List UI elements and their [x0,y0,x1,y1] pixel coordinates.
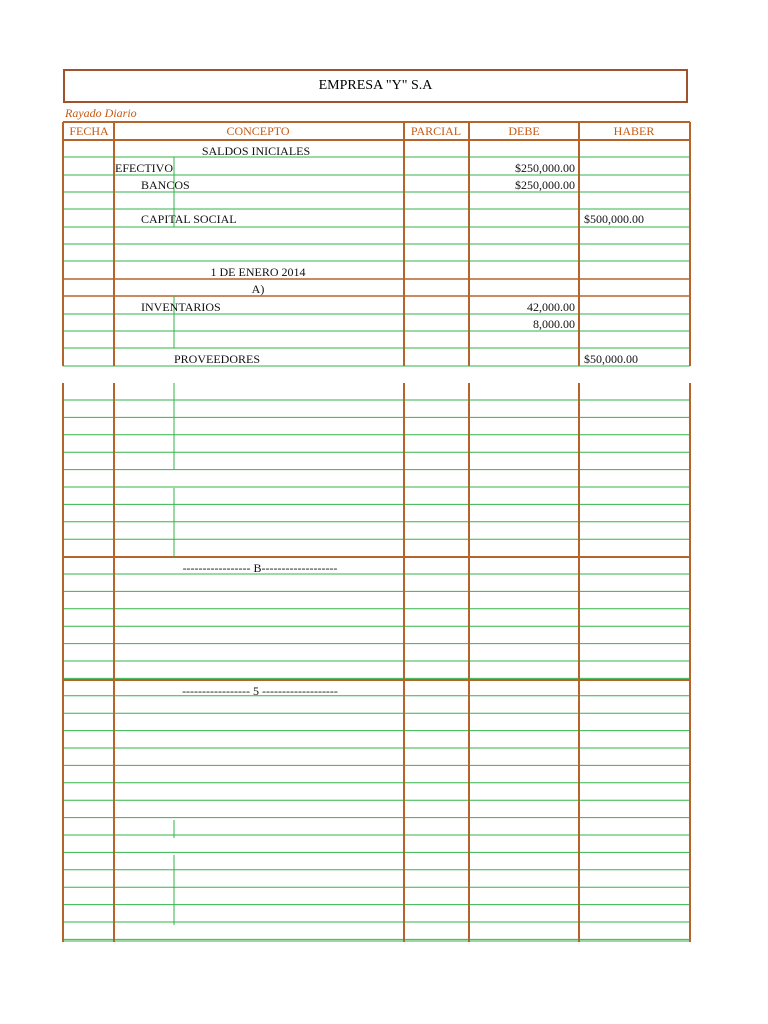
column-rules [63,122,690,942]
row-rules [63,157,690,941]
journal-subtitle: Rayado Diario [65,106,137,120]
inventarios-debe-2: 8,000.00 [533,317,575,331]
entry-a: A) [251,282,265,296]
header-fecha: FECHA [69,124,109,138]
header-haber: HABER [613,124,655,138]
bancos-debe: $250,000.00 [515,178,575,192]
efectivo-debe: $250,000.00 [515,161,575,175]
account-bancos: BANCOS [141,178,190,192]
entry-date: 1 DE ENERO 2014 [210,265,306,279]
ledger-text [69,124,654,698]
account-inventarios: INVENTARIOS [141,300,221,314]
company-title-text: EMPRESA "Y" S.A [318,78,433,93]
separator-5: ----------------- 5 ------------------- [182,684,338,698]
header-concepto: CONCEPTO [226,124,290,138]
header-debe: DEBE [508,124,540,138]
header-parcial: PARCIAL [410,124,462,138]
account-capital-social: CAPITAL SOCIAL [141,212,237,226]
capital-social-haber: $500,000.00 [584,212,644,226]
separator-b: ----------------- B------------------- [182,561,338,575]
inventarios-debe-1: 42,000.00 [527,300,575,314]
proveedores-haber: $50,000.00 [584,352,638,366]
saldos-iniciales: SALDOS INICIALES [201,144,311,158]
account-efectivo: EFECTIVO [115,161,173,175]
account-proveedores: PROVEEDORES [174,352,261,366]
header-row [63,122,690,140]
